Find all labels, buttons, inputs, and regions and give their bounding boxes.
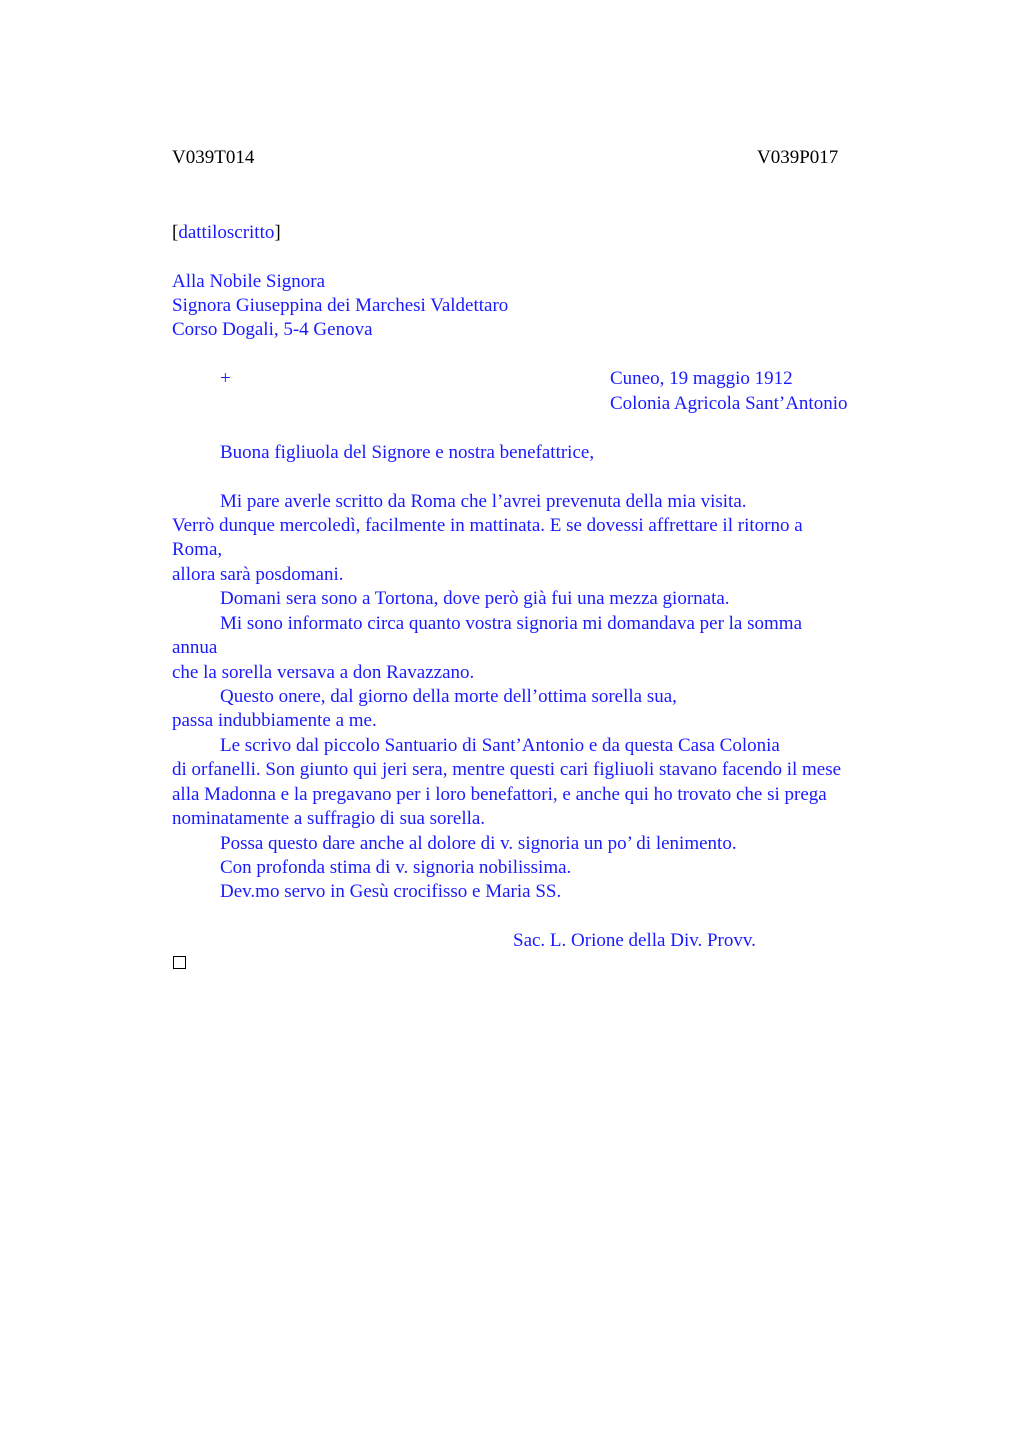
note-open-bracket: [	[172, 222, 179, 243]
address-line-3: Corso Dogali, 5-4 Genova	[172, 319, 373, 340]
body-line: allora sarà posdomani.	[172, 564, 344, 585]
cross-symbol: +	[220, 368, 231, 389]
body-line: Questo onere, dal giorno della morte dell’ottima sorella sua,	[220, 686, 677, 707]
typescript-note	[172, 221, 281, 246]
document-code-left: V039T014	[172, 147, 255, 168]
body-line: Verrò dunque mercoledì, facilmente in mattinata. E se dovessi affrettare il ritorno a	[172, 515, 803, 536]
note-close-bracket: ]	[274, 222, 281, 243]
body-line: passa indubbiamente a me.	[172, 710, 377, 731]
body-line: Le scrivo dal piccolo Santuario di Sant’Antonio e da questa Casa Colonia	[220, 735, 780, 756]
body-line: Mi sono informato circa quanto vostra signoria mi domandava per la somma	[220, 613, 802, 634]
body-line: Roma,	[172, 539, 223, 560]
signature: Sac. L. Orione della Div. Provv.	[513, 930, 756, 951]
end-square-icon	[173, 956, 186, 969]
body-line: nominatamente a suffragio di sua sorella.	[172, 808, 486, 829]
body-line: Domani sera sono a Tortona, dove però già fui una mezza giornata.	[220, 588, 730, 609]
place-date: Cuneo, 19 maggio 1912	[610, 368, 793, 389]
body-line: di orfanelli. Son giunto qui jeri sera, mentre questi cari figliuoli stavano facendo il mese	[172, 759, 842, 780]
body-line: Dev.mo servo in Gesù crocifisso e Maria SS.	[220, 881, 562, 902]
body-line: che la sorella versava a don Ravazzano.	[172, 662, 475, 683]
body-line: Con profonda stima di v. signoria nobilissima.	[220, 857, 572, 878]
body-line: Mi pare averle scritto da Roma che l’avrei prevenuta della mia visita.	[220, 491, 747, 512]
note-text: dattiloscritto	[178, 222, 275, 243]
document-code-right: V039P017	[757, 147, 839, 168]
body-line: alla Madonna e la pregavano per i loro benefattori, e anche qui ho trovato che si prega	[172, 784, 827, 805]
address-line-2: Signora Giuseppina dei Marchesi Valdettaro	[172, 295, 509, 316]
institution-name: Colonia Agricola Sant’Antonio	[610, 393, 848, 414]
salutation: Buona figliuola del Signore e nostra benefattrice,	[220, 442, 595, 463]
body-line: annua	[172, 637, 218, 658]
address-line-1: Alla Nobile Signora	[172, 271, 326, 292]
body-line: Possa questo dare anche al dolore di v. signoria un po’ di lenimento.	[220, 833, 737, 854]
